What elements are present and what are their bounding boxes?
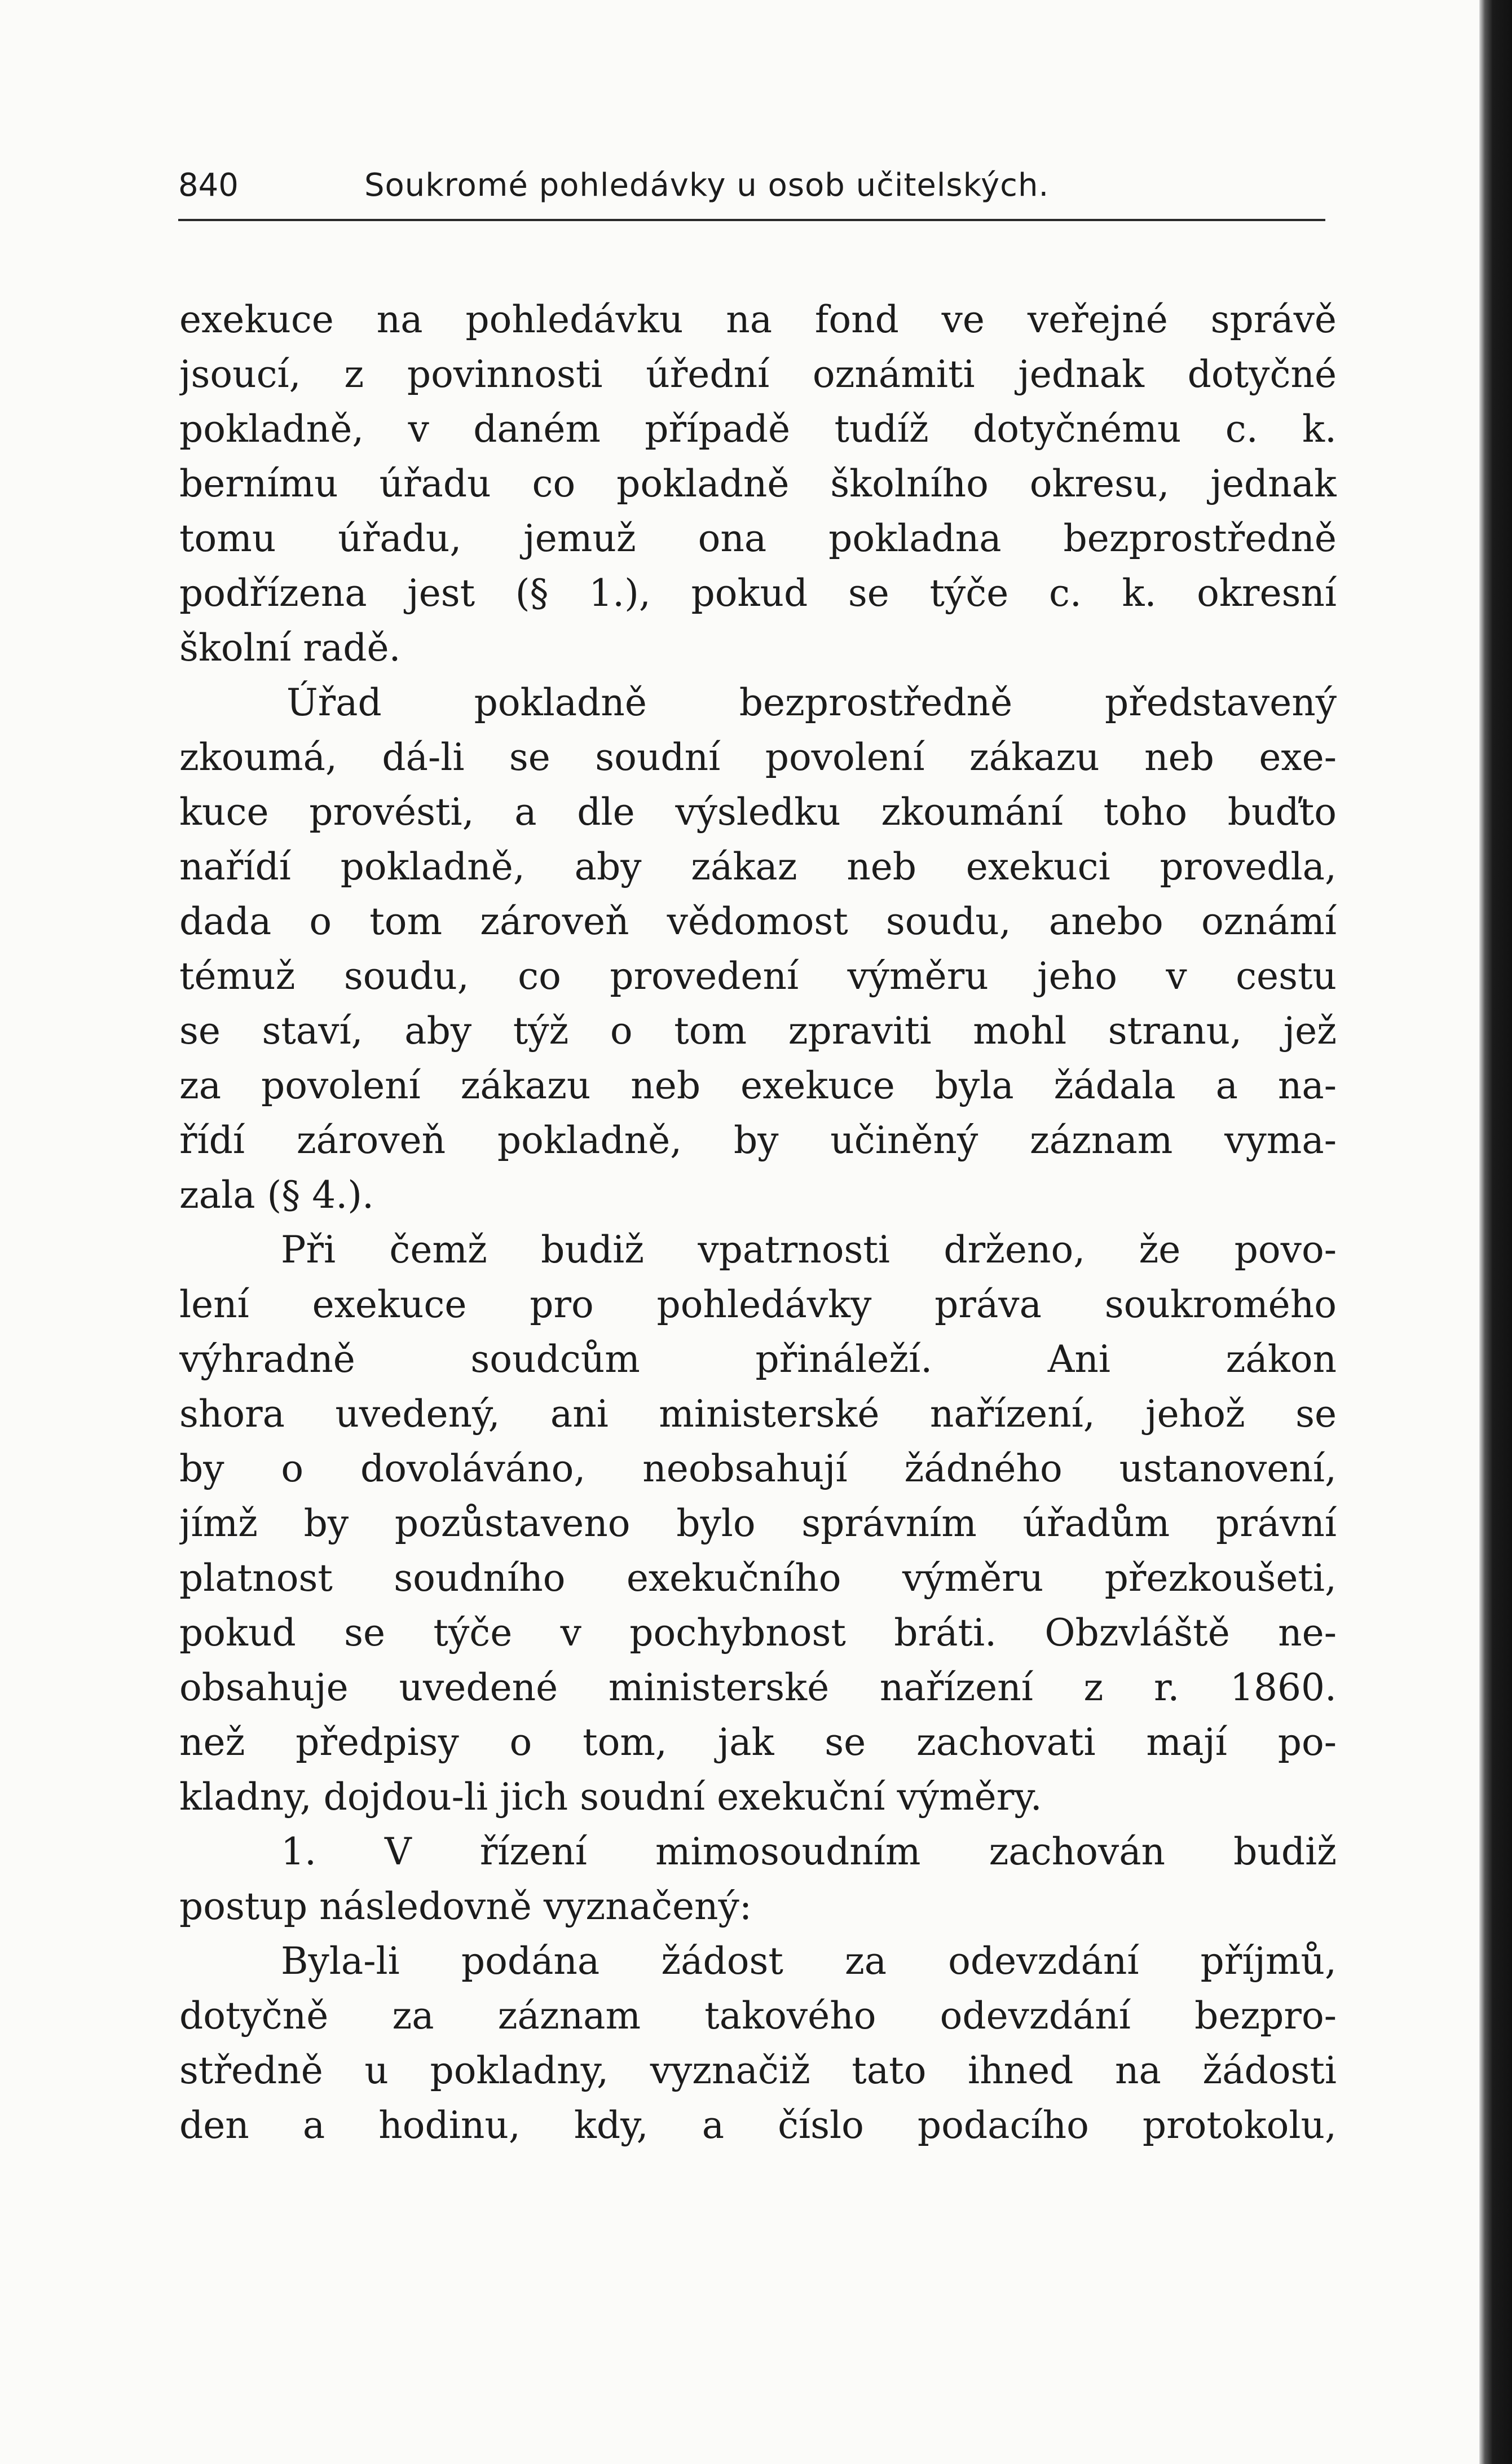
text-line: kladny, dojdou-li jich soudní exekuční výměry. (179, 1775, 1042, 1819)
text-line: dada o tom zároveň vědomost soudu, anebo oznámí (179, 900, 1337, 943)
text-line: lení exekuce pro pohledávky práva soukromého (179, 1283, 1337, 1326)
text-line: 1. V řízení mimosoudním zachován budiž (281, 1830, 1337, 1873)
text-line: témuž soudu, co provedení výměru jeho v cestu (179, 954, 1337, 998)
text-line: za povolení zákazu neb exekuce byla žádala a na- (179, 1064, 1337, 1107)
running-header (178, 160, 1323, 211)
text-line: jsoucí, z povinnosti úřední oznámiti jednak dotyčné (179, 353, 1337, 396)
page-number: 840 (178, 167, 239, 204)
text-line: jímž by pozůstaveno bylo správním úřadům právní (179, 1502, 1337, 1545)
text-line: dotyčně za záznam takového odevzdání bezpro- (179, 1994, 1337, 2038)
text-line: Při čemž budiž vpatrnosti drženo, že povo- (281, 1228, 1337, 1271)
text-line: pokud se týče v pochybnost bráti. Obzvláště ne- (179, 1611, 1337, 1655)
text-line: exekuce na pohledávku na fond ve veřejné správě (179, 298, 1337, 341)
text-line: zala (§ 4.). (179, 1173, 374, 1217)
text-line: obsahuje uvedené ministerské nařízení z r. 1860. (179, 1666, 1337, 1709)
text-line: platnost soudního exekučního výměru přezkoušeti, (179, 1556, 1337, 1600)
text-line: nařídí pokladně, aby zákaz neb exekuci provedla, (179, 845, 1337, 888)
page-edge-shadow (1479, 0, 1512, 2464)
text-line: den a hodinu, kdy, a číslo podacího protokolu, (179, 2104, 1337, 2147)
text-line: Úřad pokladně bezprostředně představený (286, 681, 1337, 724)
text-line: by o dovoláváno, neobsahují žádného ustanovení, (179, 1447, 1337, 1490)
text-line: Byla-li podána žádost za odevzdání příjmů, (281, 1939, 1337, 1983)
header-rule (178, 219, 1325, 221)
text-line: postup následovně vyznačený: (179, 1885, 752, 1928)
text-line: zkoumá, dá-li se soudní povolení zákazu neb exe- (179, 736, 1337, 779)
running-title: Soukromé pohledávky u osob učitelských. (364, 167, 1050, 204)
text-line: pokladně, v daném případě tudíž dotyčnému c. k. (179, 407, 1337, 451)
text-line: bernímu úřadu co pokladně školního okresu, jednak (179, 462, 1337, 505)
text-line: podřízena jest (§ 1.), pokud se týče c. k. okresní (179, 571, 1337, 615)
text-line: se staví, aby týž o tom zpraviti mohl stranu, jež (179, 1009, 1337, 1053)
text-line: středně u pokladny, vyznačiž tato ihned na žádosti (179, 2049, 1337, 2092)
text-line: školní radě. (179, 626, 401, 670)
text-line: řídí zároveň pokladně, by učiněný záznam vyma- (179, 1119, 1337, 1162)
body-text (179, 292, 1337, 2153)
text-line: shora uvedený, ani ministerské nařízení, jehož se (179, 1392, 1337, 1436)
text-line: výhradně soudcům přináleží. Ani zákon (179, 1337, 1337, 1381)
text-line: než předpisy o tom, jak se zachovati mají po- (179, 1721, 1337, 1764)
text-line: tomu úřadu, jemuž ona pokladna bezprostředně (179, 517, 1337, 560)
text-line: kuce provésti, a dle výsledku zkoumání toho buďto (179, 790, 1337, 834)
